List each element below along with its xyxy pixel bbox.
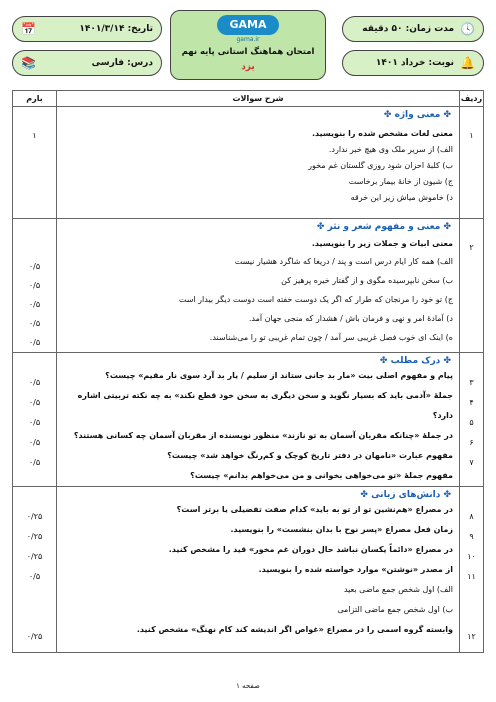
score-list xyxy=(13,487,57,653)
question-number: ۱ xyxy=(460,107,484,219)
question-number: ۹ xyxy=(469,532,474,541)
question-number: ۸ xyxy=(469,512,474,521)
question-text: زمان فعل مصراع «پسر نوح با بدان بنشست» را بنویسید. xyxy=(230,525,453,534)
turn-pill xyxy=(342,50,484,76)
date-text: تاریخ: ۱۴۰۱/۳/۱۴ xyxy=(79,24,153,34)
score-list xyxy=(13,219,57,353)
date-pill xyxy=(12,16,162,42)
page-number: صفحه ۱ xyxy=(236,682,260,690)
question-number: ۳ xyxy=(469,378,474,387)
section-comprehension xyxy=(57,353,460,487)
sub-question: الف) اول شخص جمع ماضی بعید xyxy=(343,585,453,594)
sub-question: ب) کلبهٔ احزان شود روزی گلستان غم مخور xyxy=(308,161,453,170)
question-number: ۶ xyxy=(469,438,474,447)
section-poetry xyxy=(57,219,460,353)
score: ۰/۲۵ xyxy=(26,532,43,541)
score: ۰/۲۵ xyxy=(26,512,43,521)
score: ۰/۵ xyxy=(28,319,41,328)
sub-question: ج) شیون از خانهٔ بیمار برخاست xyxy=(348,177,453,186)
score: ۰/۵ xyxy=(28,572,41,581)
section-title: ✤ معنی واژه ✤ xyxy=(383,110,451,120)
section-language xyxy=(57,487,460,653)
question-number: ۱۰ xyxy=(467,552,476,561)
sub-question: د) آمادهٔ امر و نهی و فرمان باش / هشدار که منجی جهان آمد. xyxy=(248,314,453,323)
sub-question: ب) اول شخص جمع ماضی التزامی xyxy=(337,605,453,614)
section-vocab xyxy=(57,107,460,219)
score: ۰/۵ xyxy=(28,300,41,309)
books-icon: 📚 xyxy=(21,56,36,70)
exam-header xyxy=(12,10,484,80)
gama-logo: GAMA xyxy=(217,15,279,35)
score: ۰/۵ xyxy=(28,458,41,467)
sub-question: د) خاموش میاش زیر این خرقه xyxy=(350,193,453,202)
bell-icon: 🔔 xyxy=(460,56,475,70)
sub-question: ج) تو خود را مرنجان که طرار که اگر یک دوست خفته است دوست دیگر بیدار است xyxy=(178,295,453,304)
score: ۰/۵ xyxy=(28,378,41,387)
calendar-icon: 📅 xyxy=(21,22,36,36)
question-text: از مصدر «نوشتن» موارد خواسته شده را بنویسید. xyxy=(258,565,453,574)
question-number: ۷ xyxy=(469,458,474,467)
question-text: مفهوم جملهٔ «تو می‌خواهی بخوانی و من می‌خواهم بدانم» چیست؟ xyxy=(190,471,453,480)
question-number: ۱۲ xyxy=(467,632,476,641)
question-text: وابسته گروه اسمی را در مصراع «غواص اگر اندیشه کند کام نهنگ» مشخص کنید. xyxy=(136,625,453,634)
subject-text: درس: فارسی xyxy=(91,58,153,68)
sub-question: ه) اینک ای خوب فصل غریبی سر آمد / چون تمام غریبی تو را می‌شناسند. xyxy=(209,333,453,342)
header-row: ردیف xyxy=(460,91,484,107)
question-text: در جملهٔ «چنانکه مقربان آسمان به تو نازند» منظور نویسنده از مقربان آسمان چه کسانی هستند؟ xyxy=(73,431,453,440)
question-text: مفهوم عبارت «نامهان در دفتر تاریخ کوچک و کم‌رنگ خواهد شد» چیست؟ xyxy=(167,451,453,460)
score: ۰/۵ xyxy=(28,262,41,271)
question-text: معنی ابیات و جملات زیر را بنویسید. xyxy=(311,239,453,248)
question-text: پیام و مفهوم اصلی بیت «مار بد جانی ستاند از سلیم / یار بد آرد سوی نار مقیم» چیست؟ xyxy=(105,371,453,380)
question-number: ۱۱ xyxy=(467,572,476,581)
logo-url: gama.ir xyxy=(236,36,260,43)
exam-title-box xyxy=(170,10,326,80)
sub-question: الف) همه کار ایام درس است و پند / دریغا که شاگرد هشیار نیست xyxy=(234,257,453,266)
question-number: ۲ xyxy=(460,219,484,353)
section-title: ✤ معنی و مفهوم شعر و نثر ✤ xyxy=(316,222,451,232)
section-title: ✤ دانش‌های زبانی ✤ xyxy=(360,490,451,500)
sub-question: ب) سخن نابپرسیده مگوی و از گفتار خیره پرهیز کن xyxy=(281,276,453,285)
exam-title: امتحان هماهنگ استانی پایه نهم xyxy=(181,47,315,57)
turn-text: نوبت: خرداد ۱۴۰۱ xyxy=(375,58,455,68)
section-title: ✤ درک مطلب ✤ xyxy=(379,356,451,366)
header-questions: شرح سوالات xyxy=(57,91,460,107)
question-number: ۵ xyxy=(469,418,474,427)
exam-city: یزد xyxy=(241,62,255,72)
question-text: در مصراع «دائماً یکسان نباشد حال دوران غم مخور» قید را مشخص کنید. xyxy=(168,545,453,554)
score: ۰/۲۵ xyxy=(26,552,43,561)
subject-pill xyxy=(12,50,162,76)
question-text: معنی لغات مشخص شده را بنویسید. xyxy=(311,129,453,138)
questions-table xyxy=(12,90,484,653)
sub-question: الف) از سریر ملک وی هیچ خبر ندارد. xyxy=(328,145,453,154)
question-numbers xyxy=(460,487,484,653)
score: ۰/۵ xyxy=(28,281,41,290)
question-text: در مصراع «هم‌نشین تو از تو به باید» کدام صفت تفضیلی یا برتر است؟ xyxy=(176,505,453,514)
score: ۰/۵ xyxy=(28,398,41,407)
score: ۰/۵ xyxy=(28,418,41,427)
score: ۱ xyxy=(13,107,57,219)
question-numbers xyxy=(460,353,484,487)
score: ۰/۵ xyxy=(28,338,41,347)
question-number: ۴ xyxy=(469,398,474,407)
score: ۰/۵ xyxy=(28,438,41,447)
question-text: جملهٔ «آدمی باید که بسیار نگوید و سخن دیگری به سخن خود قطع نکند» به چه نکته تربیتی اشاره دارد؟ xyxy=(77,391,453,420)
duration-text: مدت زمان: ۵۰ دقیقه xyxy=(362,24,455,34)
score: ۰/۲۵ xyxy=(26,632,43,641)
header-score: بارم xyxy=(13,91,57,107)
duration-pill xyxy=(342,16,484,42)
score-list xyxy=(13,353,57,487)
clock-icon: 🕓 xyxy=(460,22,475,36)
